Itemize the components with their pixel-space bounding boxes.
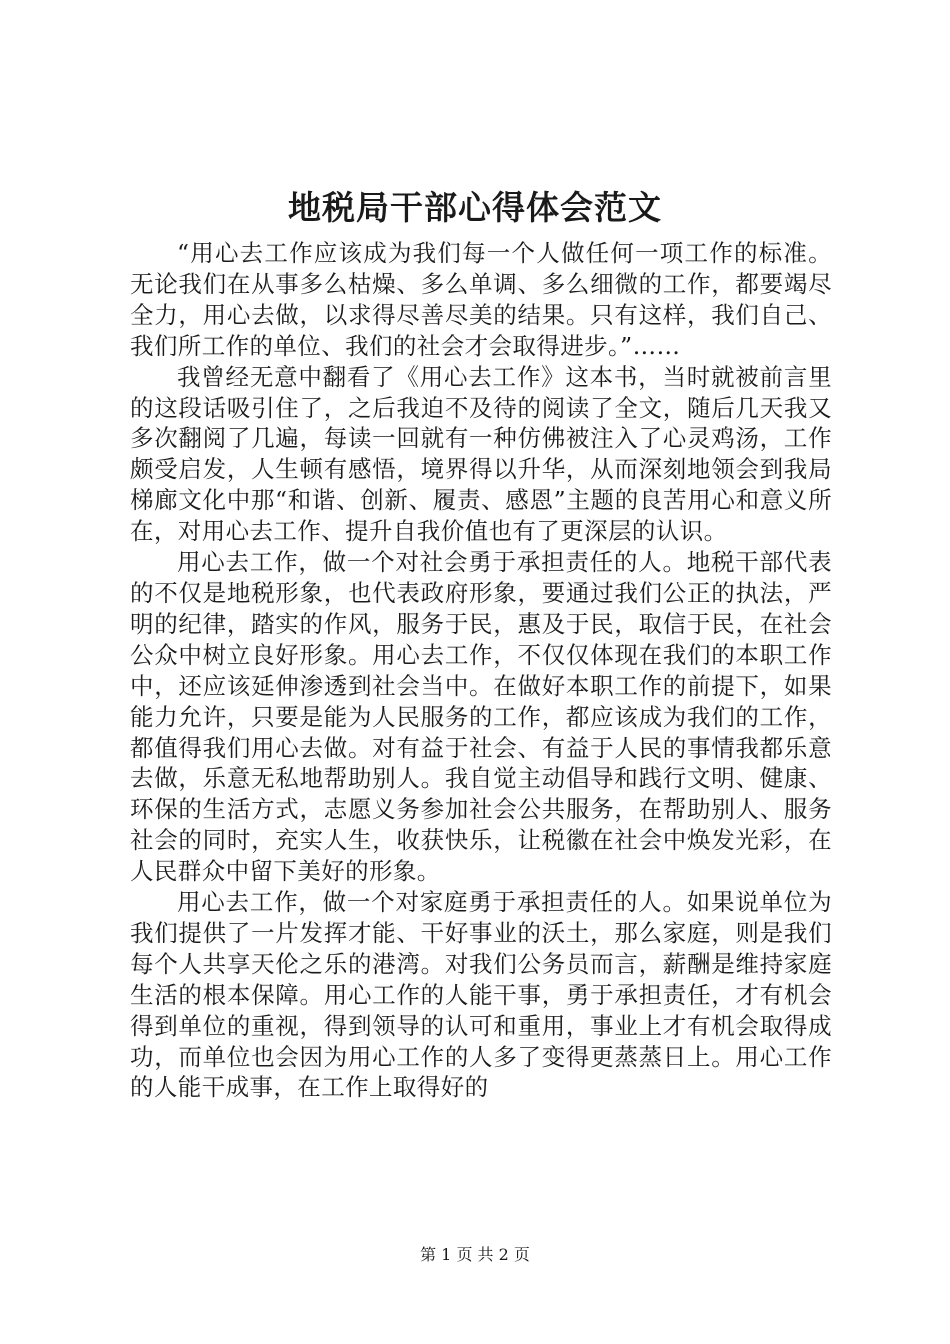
page-footer: 第 1 页 共 2 页 xyxy=(420,1245,530,1264)
paragraph-intro-quote: “用心去工作应该成为我们每一个人做任何一项工作的标准。无论我们在从事多么枯燥、多么单调、多么细微的工作，都要竭尽全力，用心去做，以求得尽善尽美的结果。只有这样，我们自己、我们所工作的单位、我们的社会才会取得进步。”…… xyxy=(130,239,832,360)
document-title: 地税局干部心得体会范文 xyxy=(288,188,662,227)
paragraph-social-responsibility: 用心去工作，做一个对社会勇于承担责任的人。地税干部代表的不仅是地税形象，也代表政府形象，要通过我们公正的执法，严明的纪律，踏实的作风，服务于民，惠及于民，取信于民，在社会公众中树立良好形象。用心去工作，不仅仅体现在我们的本职工作中，还应该延伸渗透到社会当中。在做好本职工作的前提下，如果能力允许，只要是能为人民服务的工作，都应该成为我们的工作，都值得我们用心去做。对有益于社会、有益于人民的事情我都乐意去做，乐意无私地帮助别人。我自觉主动倡导和践行文明、健康、环保的生活方式，志愿义务参加社会公共服务，在帮助别人、服务社会的同时，充实人生，收获快乐，让税徽在社会中焕发光彩，在人民群众中留下美好的形象。 xyxy=(130,548,832,886)
document-body xyxy=(130,238,832,1103)
paragraph-book-reading: 我曾经无意中翻看了《用心去工作》这本书，当时就被前言里的这段话吸引住了，之后我迫不及待的阅读了全文，随后几天我又多次翻阅了几遍，每读一回就有一种仿佛被注入了心灵鸡汤，工作颇受启发，人生顿有感悟，境界得以升华，从而深刻地领会到我局梯廊文化中那“和谐、创新、履责、感恩”主题的良苦用心和意义所在，对用心去工作、提升自我价值也有了更深层的认识。 xyxy=(130,362,832,546)
paragraph-family-responsibility: 用心去工作，做一个对家庭勇于承担责任的人。如果说单位为我们提供了一片发挥才能、干好事业的沃土，那么家庭，则是我们每个人共享天伦之乐的港湾。对我们公务员而言，薪酬是维持家庭生活的根本保障。用心工作的人能干事，勇于承担责任，才有机会得到单位的重视，得到领导的认可和重用，事业上才有机会取得成功，而单位也会因为用心工作的人多了变得更蒸蒸日上。用心工作的人能干成事，在工作上取得好的 xyxy=(130,888,832,1102)
